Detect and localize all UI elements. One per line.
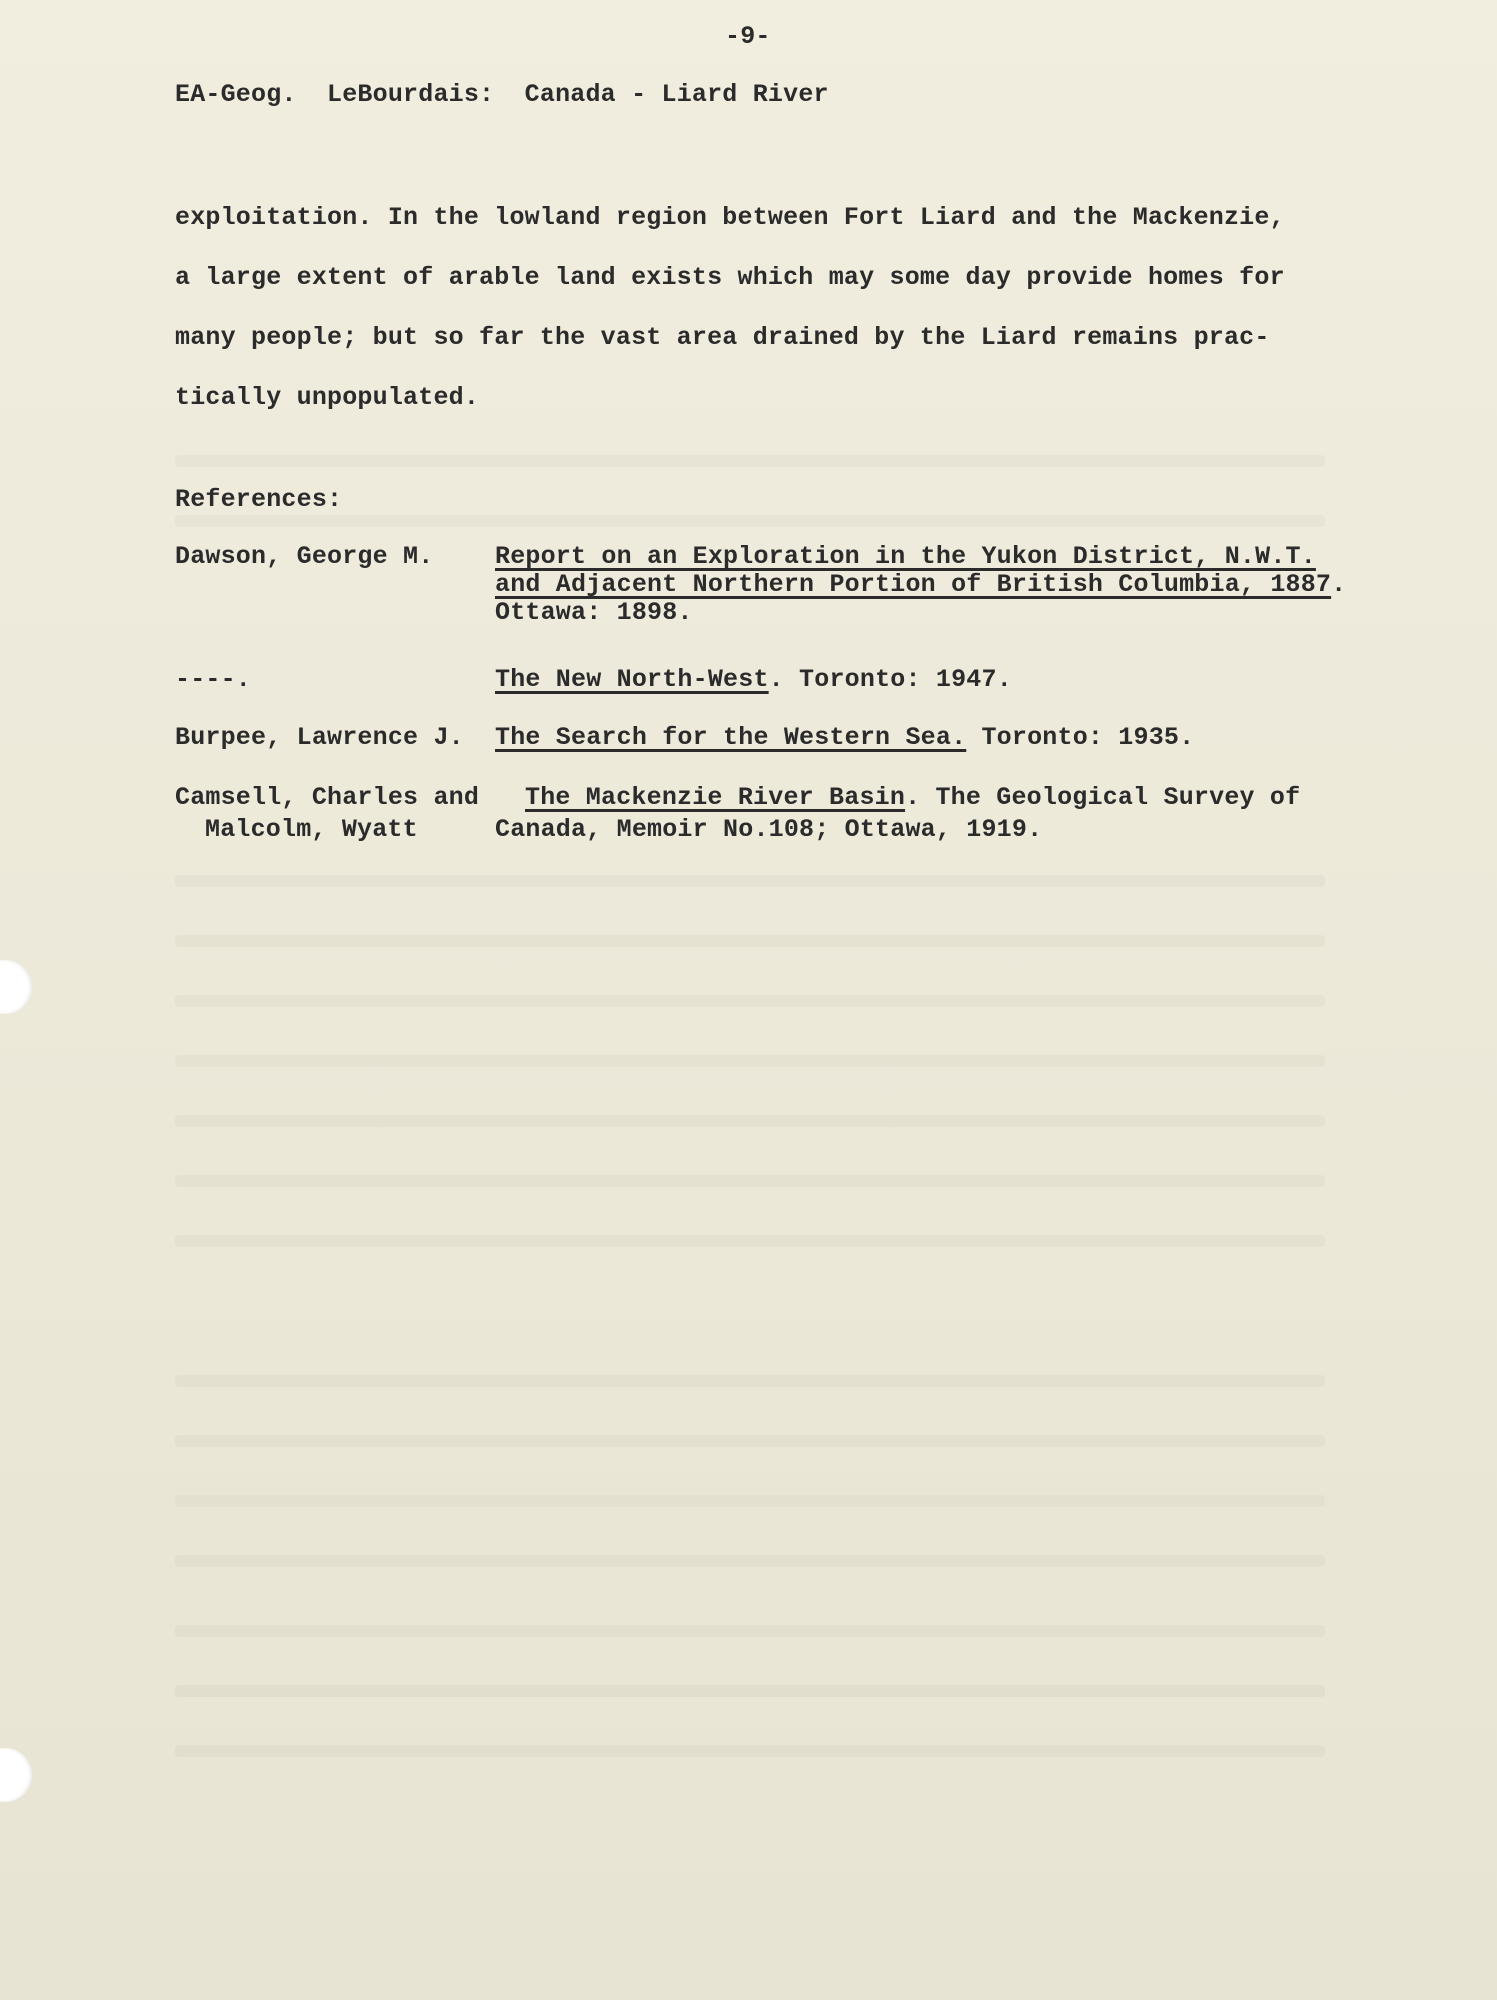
- reference-publication: . The Geological Survey of: [905, 783, 1301, 812]
- page-number: -9-: [725, 22, 771, 51]
- body-line: exploitation. In the lowland region between Fort Liard and the Mackenzie,: [175, 203, 1285, 232]
- bleed-through: [175, 1115, 1325, 1127]
- reference-author: Malcolm, Wyatt: [205, 815, 418, 844]
- reference-title: [495, 542, 1316, 571]
- bleed-through: [175, 455, 1325, 467]
- reference-title-text: The Mackenzie River Basin: [525, 783, 906, 812]
- bleed-through: [175, 875, 1325, 887]
- reference-title-text: The Search for the Western Sea.: [495, 723, 967, 752]
- reference-title-text: and Adjacent Northern Portion of British Columbia, 1887: [495, 570, 1332, 599]
- reference-publication: . Toronto: 1947.: [768, 665, 1012, 694]
- reference-entry: [525, 783, 1300, 812]
- bleed-through: [175, 515, 1325, 527]
- bleed-through: [175, 1625, 1325, 1637]
- reference-publication: Toronto: 1935.: [966, 723, 1195, 752]
- bleed-through: [175, 1175, 1325, 1187]
- reference-title-text: Report on an Exploration in the Yukon District, N.W.T.: [495, 542, 1316, 571]
- reference-author: ----.: [175, 665, 252, 694]
- running-header: [175, 80, 829, 109]
- reference-title-trailing: .: [1331, 570, 1347, 599]
- bleed-through: [175, 1375, 1325, 1387]
- bleed-through: [175, 1685, 1325, 1697]
- bleed-through: [175, 935, 1325, 947]
- bleed-through: [175, 995, 1325, 1007]
- body-line: a large extent of arable land exists which may some day provide homes for: [175, 263, 1285, 292]
- header-code: EA-Geog.: [175, 80, 297, 109]
- reference-title: [495, 570, 1346, 599]
- reference-author: Burpee, Lawrence J.: [175, 723, 464, 752]
- punch-hole: [0, 960, 32, 1014]
- reference-title-text: The New North-West: [495, 665, 769, 694]
- reference-author: Camsell, Charles and: [175, 783, 480, 812]
- references-heading: References:: [175, 485, 343, 514]
- reference-author: Dawson, George M.: [175, 542, 434, 571]
- body-line: tically unpopulated.: [175, 383, 480, 412]
- bleed-through: [175, 1235, 1325, 1247]
- bleed-through: [175, 1555, 1325, 1567]
- bleed-through: [175, 1055, 1325, 1067]
- bleed-through: [175, 1435, 1325, 1447]
- reference-entry: [495, 723, 1194, 752]
- header-author: LeBourdais:: [327, 80, 495, 109]
- reference-entry: [495, 665, 1012, 694]
- body-line: many people; but so far the vast area drained by the Liard remains prac-: [175, 323, 1270, 352]
- header-title: Canada - Liard River: [524, 80, 829, 109]
- bleed-through: [175, 1495, 1325, 1507]
- reference-publication: Ottawa: 1898.: [495, 598, 693, 627]
- punch-hole: [0, 1748, 32, 1802]
- reference-publication: Canada, Memoir No.108; Ottawa, 1919.: [495, 815, 1043, 844]
- bleed-through: [175, 1745, 1325, 1757]
